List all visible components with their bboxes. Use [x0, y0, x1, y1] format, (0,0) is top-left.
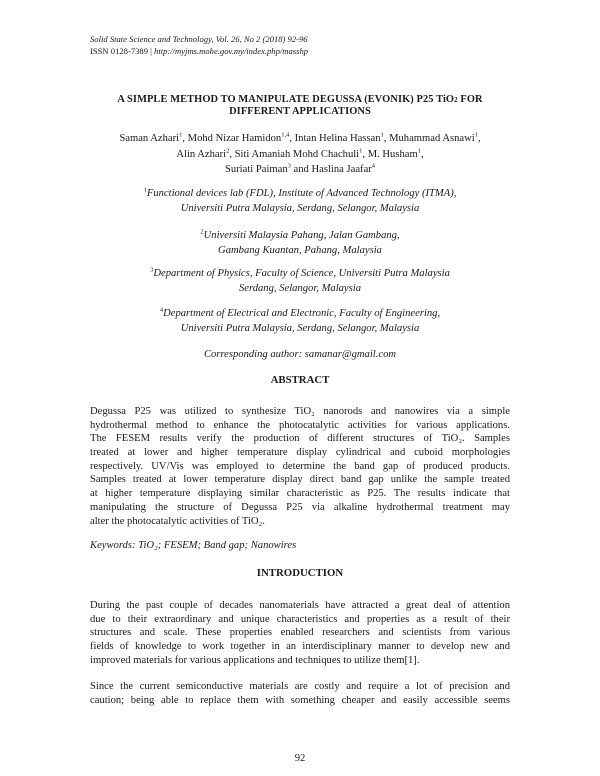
- abstract-line: Degussa P25 was utilized to synthesize TiO₂ nanorods and nanowires via a simple: [90, 406, 510, 417]
- affiliation-line: Universiti Malaysia Pahang, Jalan Gambang,: [203, 230, 400, 241]
- page-number: 92: [294, 753, 306, 764]
- author-aff: 1: [179, 131, 183, 139]
- affiliation-line: Universiti Putra Malaysia, Serdang, Selangor, Malaysia: [180, 203, 420, 214]
- author-aff: 3: [287, 162, 291, 170]
- title-line-1-end: FOR: [457, 94, 483, 105]
- author-aff: 1: [380, 131, 384, 139]
- author: Muhammad Asnawi: [389, 133, 475, 144]
- paper-title: [90, 94, 510, 118]
- author-aff: 2: [226, 146, 230, 154]
- affiliation-line: Gambang Kuantan, Pahang, Malaysia: [218, 245, 382, 256]
- author: M. Husham: [367, 148, 418, 160]
- author: Haslina Jaafar: [311, 164, 372, 175]
- affiliation-1: [90, 186, 510, 216]
- issn: ISSN 0128-7389: [90, 46, 149, 56]
- title-line-1: A SIMPLE METHOD TO MANIPULATE DEGUSSA (EVONIK) P25 TiO: [117, 94, 455, 105]
- affiliation-number: 2: [200, 228, 204, 236]
- body-line: During the past couple of decades nanomaterials have attracted a great deal of attention: [90, 600, 510, 611]
- author: Intan Helina Hassan: [294, 133, 381, 144]
- author: Siti Amaniah Mohd Chachuli: [234, 148, 360, 160]
- author-aff: 1,4: [281, 131, 290, 139]
- journal-url[interactable]: http://myjms.mohe.gov.my/index.php/masshp: [154, 46, 309, 56]
- abstract-line: hydrothermal method to enhance the photocatalytic activities for various applications.: [90, 419, 510, 431]
- title-line-2: DIFFERENT APPLICATIONS: [229, 106, 371, 117]
- author: Saman Azhari: [119, 133, 180, 144]
- affiliation-line: Serdang, Selangor, Malaysia: [238, 283, 361, 294]
- authors-and: and: [293, 164, 309, 175]
- abstract-line: at higher temperature displaying similar characteristic as P25. The results indicate that: [90, 488, 510, 500]
- author-aff: 1: [417, 146, 421, 154]
- affiliation-number: 4: [159, 306, 164, 314]
- journal-citation: Solid State Science and Technology, Vol. 26, No 2 (2018) 92-96: [90, 34, 308, 44]
- author-list: Saman Azhari$^1$, Mohd Nizar Hamidon$^{1,4}$, Intan Helina Hassan$^1$, Muhammad Asnawi$^1$, Alin Azhari$^2$, Siti Amaniah Mohd Chachuli$^1$, M. Husham$^1$, Suriati Paiman$^3$ and Haslina Jaafar$^4$: [119, 131, 481, 175]
- abstract-heading: ABSTRACT: [270, 374, 330, 386]
- author: Mohd Nizar Hamidon: [187, 133, 282, 144]
- body-line: structures and scale. These properties enabled researchers and scientists from various: [90, 627, 510, 639]
- body-line: fields of knowledge to work together in an interdisciplinary manner to develop new and: [90, 641, 510, 653]
- affiliation-2: [90, 228, 510, 258]
- keywords: Keywords: TiO₂; FESEM; Band gap; Nanowires: [90, 540, 297, 551]
- affiliation-3: [90, 266, 510, 296]
- affiliation-number: 3: [150, 266, 154, 274]
- body-line: caution; being able to replace them with something cheaper and easily accessible seems: [90, 694, 510, 706]
- title-subscript: 2: [454, 96, 458, 104]
- author-aff: 1: [359, 146, 363, 154]
- abstract-line: The FESEM results verify the production of different structures of TiO₂. Samples: [90, 433, 510, 445]
- affiliation-4: [90, 306, 510, 336]
- journal-issn-line: ISSN 0128-7389 | http://myjms.mohe.gov.my/index.php/masshp: [90, 46, 309, 56]
- affiliation-line: Department of Electrical and Electronic, Faculty of Engineering,: [163, 308, 441, 319]
- abstract-body: [90, 405, 510, 528]
- abstract-line: alter the photocatalytic activities of TiO₂.: [90, 515, 265, 527]
- body-line: improved materials for various applications and techniques to utilize them[1].: [90, 654, 420, 666]
- author-aff: 1: [474, 131, 478, 139]
- introduction-paragraph-2: [90, 680, 510, 707]
- author: Suriati Paiman: [224, 164, 288, 175]
- abstract-line: Samples treated at lower temperature display direct band gap unlike the sample treated: [90, 474, 510, 486]
- introduction-paragraph-1: [90, 599, 510, 667]
- author-aff: 4: [371, 162, 376, 170]
- journal-header: [90, 33, 308, 57]
- body-line: Since the current semiconductive materials are costly and require a lot of precision and: [90, 681, 510, 692]
- affiliation-number: 1: [143, 186, 147, 194]
- abstract-line: treated at lower and higher temperature display cylindrical and cuboid morphologies: [90, 447, 510, 459]
- introduction-heading: INTRODUCTION: [256, 567, 344, 579]
- affiliation-line: Universiti Putra Malaysia, Serdang, Selangor, Malaysia: [180, 323, 420, 334]
- affiliation-line: Functional devices lab (FDL), Institute of Advanced Technology (ITMA),: [146, 188, 457, 199]
- corresponding-author: Corresponding author: samanar@gmail.com: [203, 349, 397, 360]
- author: Alin Azhari: [176, 148, 227, 160]
- affiliation-line: Department of Physics, Faculty of Science, Universiti Putra Malaysia: [153, 268, 450, 279]
- abstract-line: respectively. UV/Vis was employed to determine the band gap of produced products.: [90, 460, 510, 472]
- abstract-line: manipulating the structure of Degussa P25 via alkaline hydrothermal treatment may: [90, 501, 510, 513]
- body-line: due to their extraordinary and unique characteristics and properties as a result of their: [90, 613, 510, 625]
